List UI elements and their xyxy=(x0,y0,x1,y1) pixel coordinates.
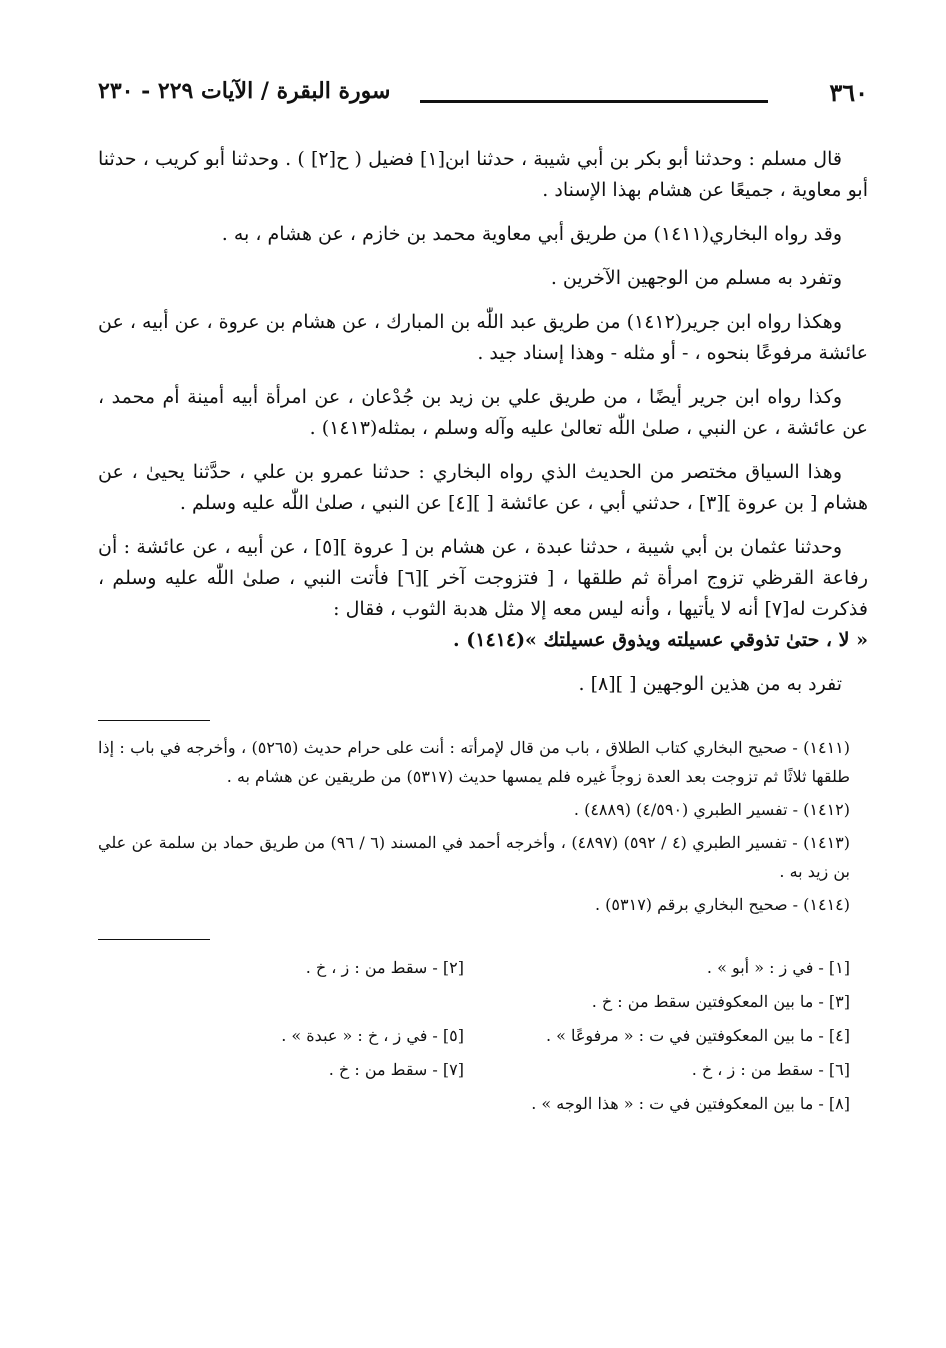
paragraph: تفرد به من هذين الوجهين [ ][٨] . xyxy=(578,673,842,695)
footnote: (١٤١٤) - صحيح البخاري برقم (٥٣١٧) . xyxy=(595,895,850,914)
paragraph: وهكذا رواه ابن جرير(١٤١٢) من طريق عبد اللّٰه بن المبارك ، عن هشام بن عروة ، عن أبيه ، عن عائشة مرفوعًا بنحوه ، - أو مثله - وهذا إسناد جيد . xyxy=(98,311,868,364)
footnote: (١٤١١) - صحيح البخاري كتاب الطلاق ، باب من قال لإمرأته : أنت على حرام حديث (٥٢٦٥) ، وأخرجه في باب : إذا طلقها ثلاثًا ثم تزوجت بعد العدة زوجاً غيره فلم يمسها حديث (٥٣١٧) من طريقين عن هشام به . xyxy=(98,738,850,786)
variant-note: [٦] - سقط من : ز ، خ . xyxy=(691,1060,850,1079)
variants-separator xyxy=(98,939,210,940)
footnotes xyxy=(98,733,868,919)
footnote-separator xyxy=(98,720,210,721)
variant-note: [٤] - ما بين المعكوفتين في ت : « مرفوعًا » . xyxy=(545,1026,850,1045)
variant-note: [٥] - في ز ، خ : « عبدة » . xyxy=(281,1026,464,1045)
paragraph: قال مسلم : وحدثنا أبو بكر بن أبي شيبة ، حدثنا ابن[١] فضيل ( ح[٢] ) . وحدثنا أبو كريب ، حدثنا أبو معاوية ، جميعًا عن هشام بهذا الإسناد . xyxy=(98,148,868,201)
surah-title: سورة البقرة / الآيات ٢٢٩ - ٢٣٠ xyxy=(98,78,391,104)
header-rule xyxy=(420,100,768,103)
variant-note: [٣] - ما بين المعكوفتين سقط من : خ . xyxy=(591,992,850,1011)
paragraph: وهذا السياق مختصر من الحديث الذي رواه البخاري : حدثنا عمرو بن علي ، حدَّثنا يحيىٰ ، عن هشام [ بن عروة ][٣] ، حدثني أبي ، عن عائشة [ ][٤] عن النبي ، صلىٰ اللّٰه عليه وسلم . xyxy=(98,461,868,514)
variant-note: [٢] - سقط من : ز ، خ . xyxy=(305,958,464,977)
variant-note: [٨] - ما بين المعكوفتين في ت : « هذا الوجه » . xyxy=(531,1094,850,1113)
page-number: ٣٦٠ xyxy=(829,78,868,107)
footnote: (١٤١٣) - تفسير الطبري (٤ / ٥٩٢) (٤٨٩٧) ، وأخرجه أحمد في المسند (٦ / ٩٦) من طريق حماد بن سلمة عن علي بن زيد به . xyxy=(98,833,850,881)
paragraph: وكذا رواه ابن جرير أيضًا ، من طريق علي بن زيد بن جُدْعان ، عن امرأة أبيه أمينة أم محمد ، عن عائشة ، عن النبي ، صلىٰ اللّٰه تعالىٰ عليه وآله وسلم ، بمثله(١٤١٣) . xyxy=(98,386,868,439)
page xyxy=(98,78,868,1120)
paragraph: وحدثنا عثمان بن أبي شيبة ، حدثنا عبدة ، عن هشام بن [ عروة ][٥] ، عن أبيه ، عن عائشة : أن رفاعة القرظي تزوج امرأة ثم طلقها ، [ فتزوجت آخر ][٦] فأتت النبي ، صلىٰ اللّٰه عليه وسلم ، فذكرت له[٧] أنه لا يأتيها ، وأنه ليس معه إلا مثل هدبة الثوب ، فقال : xyxy=(98,536,869,620)
variant-note: [٧] - سقط من : خ . xyxy=(328,1060,464,1079)
paragraph: وقد رواه البخاري(١٤١١) من طريق أبي معاوية محمد بن خازم ، عن هشام ، به . xyxy=(221,223,842,245)
running-header xyxy=(98,78,868,114)
variant-note: [١] - في ز : « أبو » . xyxy=(706,958,850,977)
manuscript-variants xyxy=(98,952,868,1120)
footnote: (١٤١٢) - تفسير الطبري (٤/٥٩٠) (٤٨٨٩) . xyxy=(573,800,850,819)
paragraph: وتفرد به مسلم من الوجهين الآخرين . xyxy=(550,267,842,289)
main-text xyxy=(98,144,868,700)
hadith-quote: « لا ، حتىٰ تذوقي عسيلته ويذوق عسيلتك »(١٤١٤) . xyxy=(453,629,868,651)
